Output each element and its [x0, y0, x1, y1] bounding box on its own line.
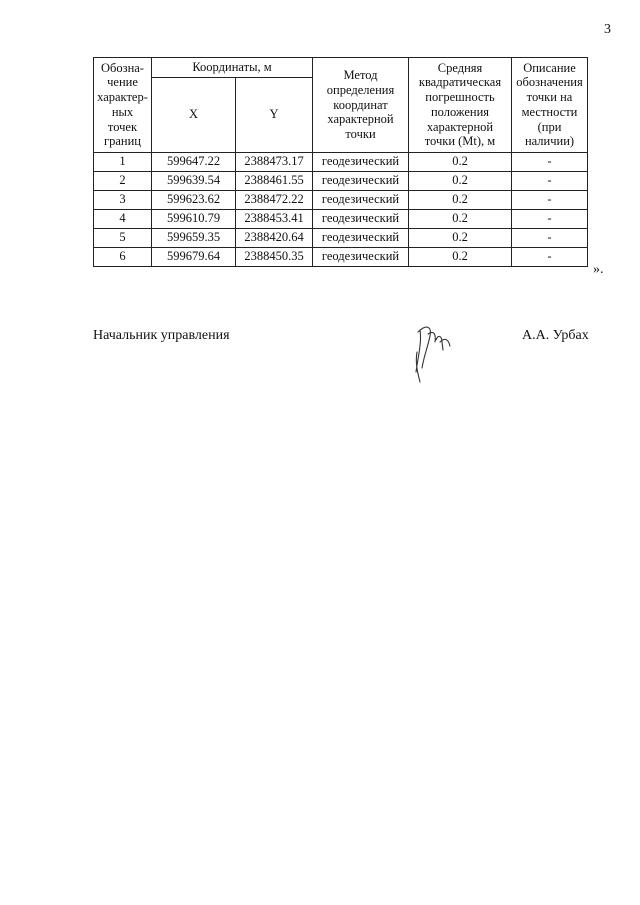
cell-method: геодезический — [313, 171, 409, 190]
cell-x: 599647.22 — [152, 152, 236, 171]
header-coordinates: Координаты, м — [152, 58, 313, 78]
cell-mt: 0.2 — [409, 209, 512, 228]
header-x: X — [152, 77, 236, 152]
cell-no: 5 — [94, 228, 152, 247]
cell-method: геодезический — [313, 190, 409, 209]
table-row — [94, 152, 588, 171]
cell-mt: 0.2 — [409, 228, 512, 247]
header-description: Описание обозначения точки на местности (при наличии) — [512, 58, 588, 153]
cell-desc: - — [512, 209, 588, 228]
cell-desc: - — [512, 190, 588, 209]
cell-desc: - — [512, 247, 588, 266]
cell-no: 2 — [94, 171, 152, 190]
cell-method: геодезический — [313, 209, 409, 228]
cell-x: 599639.54 — [152, 171, 236, 190]
cell-y: 2388453.41 — [236, 209, 313, 228]
cell-desc: - — [512, 228, 588, 247]
cell-mt: 0.2 — [409, 190, 512, 209]
cell-no: 1 — [94, 152, 152, 171]
cell-method: геодезический — [313, 247, 409, 266]
cell-desc: - — [512, 171, 588, 190]
cell-no: 6 — [94, 247, 152, 266]
cell-mt: 0.2 — [409, 152, 512, 171]
table-row — [94, 247, 588, 266]
handwritten-signature — [402, 312, 462, 392]
cell-no: 4 — [94, 209, 152, 228]
cell-mt: 0.2 — [409, 247, 512, 266]
cell-x: 599610.79 — [152, 209, 236, 228]
signer-name: А.А. Урбах — [522, 328, 589, 343]
cell-method: геодезический — [313, 228, 409, 247]
closing-quote: ». — [593, 262, 604, 277]
cell-x: 599679.64 — [152, 247, 236, 266]
cell-desc: - — [512, 152, 588, 171]
header-accuracy: Средняя квадратическая погрешность положения характерной точки (Mt), м — [409, 58, 512, 153]
table-row — [94, 171, 588, 190]
table-row — [94, 228, 588, 247]
table-row — [94, 190, 588, 209]
cell-x: 599659.35 — [152, 228, 236, 247]
cell-y: 2388420.64 — [236, 228, 313, 247]
coordinates-table — [93, 57, 588, 267]
cell-y: 2388461.55 — [236, 171, 313, 190]
cell-mt: 0.2 — [409, 171, 512, 190]
cell-method: геодезический — [313, 152, 409, 171]
page-number: 3 — [604, 22, 611, 37]
header-designation: Обозна- чение характер- ных точек границ — [94, 58, 152, 153]
cell-y: 2388473.17 — [236, 152, 313, 171]
header-method: Метод определения координат характерной точки — [313, 58, 409, 153]
cell-no: 3 — [94, 190, 152, 209]
header-y: Y — [236, 77, 313, 152]
cell-x: 599623.62 — [152, 190, 236, 209]
cell-y: 2388450.35 — [236, 247, 313, 266]
position-title: Начальник управления — [93, 328, 230, 343]
table-row — [94, 209, 588, 228]
cell-y: 2388472.22 — [236, 190, 313, 209]
